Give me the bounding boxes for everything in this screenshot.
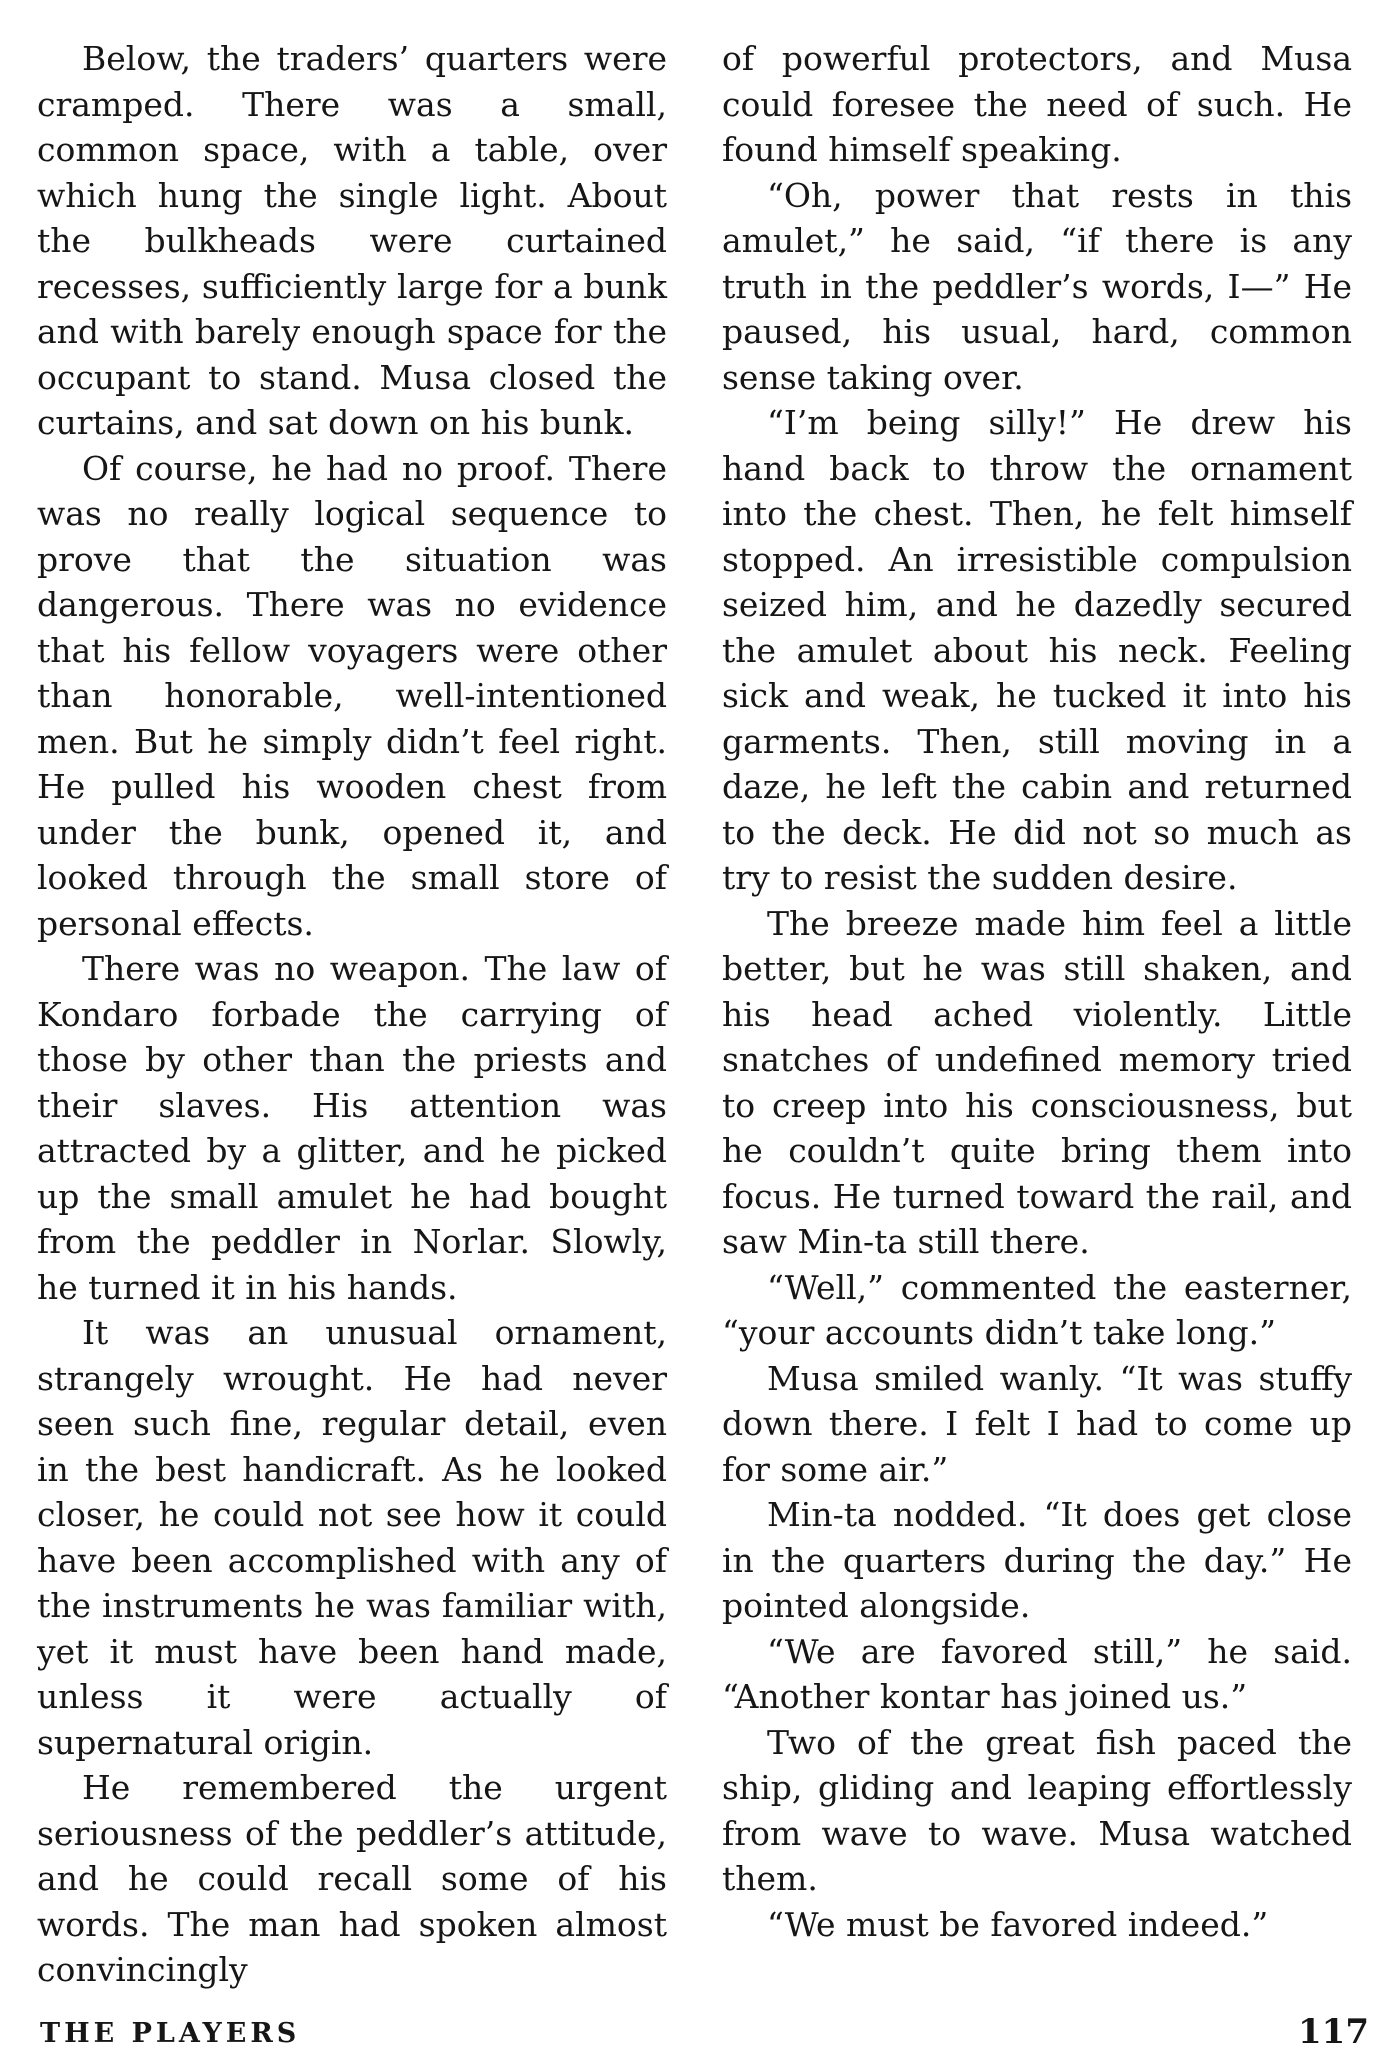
paragraph: “I’m being silly!” He drew his hand back to throw the ornament into the chest. Then, he felt himself stopped. An irresistible compulsion seized him, and he dazedly secured the amulet about his neck. Feeling sick and weak, he tucked it into his garments. Then, still moving in a daze, he left the cabin and returned to the deck. He did not so much as try to resist the sudden desire. [722,403,1352,897]
paragraph: The breeze made him feel a little better, but he was still shaken, and his head ached violently. Little snatches of undefined memory tried to creep into his consciousness, but he couldn’t quite bring them into focus. He turned toward the rail, and saw Min-ta still there. [722,903,1352,1261]
paragraph: Two of the great fish paced the ship, gliding and leaping effortlessly from wave to wave. Musa watched them. [722,1722,1352,1898]
paragraph: “Well,” commented the easterner, “your accounts didn’t take long.” [722,1267,1352,1352]
paragraph: There was no weapon. The law of Kondaro forbade the carrying of those by other than the priests and their slaves. His attention was attracted by a glitter, and he picked up the small amulet he had bought from the peddler in Norlar. Slowly, he turned it in his hands. [37,949,667,1307]
paragraph: Musa smiled wanly. “It was stuffy down there. I felt I had to come up for some air.” [722,1358,1352,1489]
left-column [37,36,667,1993]
right-column [722,36,1352,1947]
page-number: 117 [1298,2012,1369,2052]
running-title: THE PLAYERS [40,2018,301,2049]
paragraph: It was an unusual ornament, strangely wrought. He had never seen such fine, regular detail, even in the best handicraft. As he looked closer, he could not see how it could have been accomplished with any of the instruments he was familiar with, yet it must have been hand made, unless it were actually of supernatural origin. [37,1313,667,1762]
paragraph: Min-ta nodded. “It does get close in the quarters during the day.” He pointed alongside. [722,1495,1352,1625]
paragraph: “We must be favored indeed.” [767,1904,1269,1944]
paragraph: “Oh, power that rests in this amulet,” he said, “if there is any truth in the peddler’s words, I—” He paused, his usual, hard, common sense taking over. [722,175,1352,397]
paragraph: Below, the traders’ quarters were cramped. There was a small, common space, with a table, over which hung the single light. About the bulkheads were curtained recesses, sufficiently large for a bunk and with barely enough space for the occupant to stand. Musa closed the curtains, and sat down on his bunk. [37,39,667,442]
paragraph: Of course, he had no proof. There was no really logical sequence to prove that the situation was dangerous. There was no evidence that his fellow voyagers were other than honorable, well-intentioned men. But he simply didn’t feel right. He pulled his wooden chest from under the bunk, opened it, and looked through the small store of personal effects. [37,448,667,943]
paragraph: He remembered the urgent seriousness of the peddler’s attitude, and he could recall some of his words. The man had spoken almost convincingly [37,1768,667,1989]
paragraph: of powerful protectors, and Musa could foresee the need of such. He found himself speaking. [722,39,1352,169]
paragraph: “We are favored still,” he said. “Another kontar has joined us.” [722,1631,1352,1716]
